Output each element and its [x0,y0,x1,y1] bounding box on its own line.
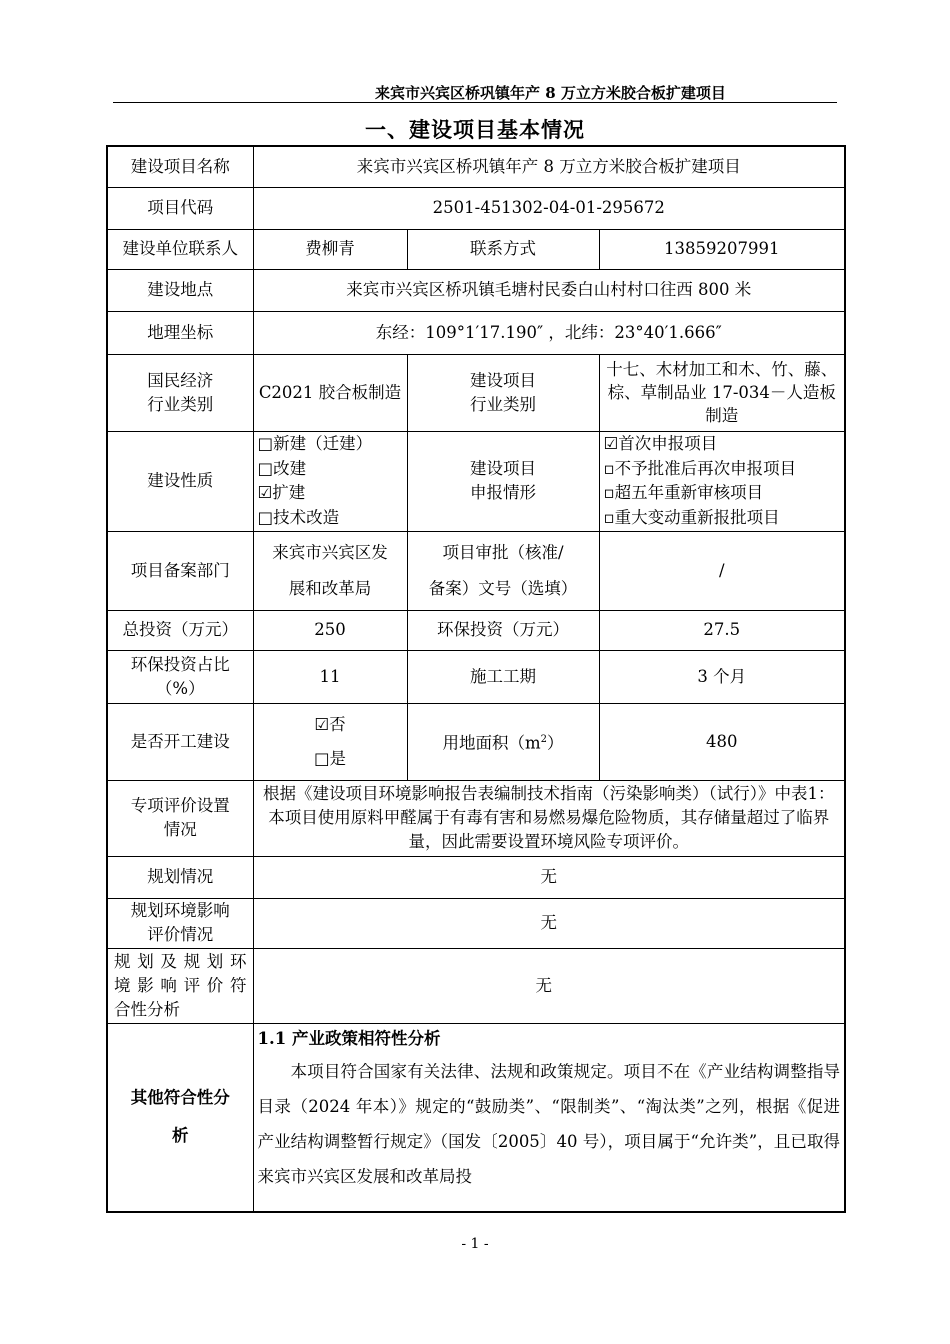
row-nature [107,431,845,531]
label-location: 建设地点 [107,269,253,311]
value-project-code: 2501-451302-04-01-295672 [253,187,845,229]
checkbox-started[interactable]: □是 [313,748,347,768]
checkbox-tech-upgrade[interactable]: □技术改造 [257,507,340,527]
value-construction-period: 3 个月 [599,650,845,703]
row-investment [107,610,845,650]
label-plan: 规划情况 [107,856,253,898]
label-other-conformity: 其他符合性分 析 [107,1023,253,1212]
value-national-industry: C2021 胶合板制造 [253,354,407,431]
value-project-industry: 十七、木材加工和木、竹、藤、棕、草制品业 17-034－人造板制造 [599,354,845,431]
row-filing [107,531,845,610]
running-header-text: 来宾市兴宾区桥巩镇年产 8 万立方米胶合板扩建项目 [375,84,726,102]
label-construction-period: 施工工期 [407,650,599,703]
checkbox-first-application[interactable]: ☑首次申报项目 [603,434,718,453]
value-total-investment: 250 [253,610,407,650]
row-other-conformity [107,1023,845,1212]
running-header [113,82,837,103]
value-contact: 费柳青 [253,229,407,269]
checkbox-new[interactable]: □新建（迁建） [257,434,373,453]
checkbox-not-started[interactable]: ☑否 [314,714,346,734]
value-phone: 13859207991 [599,229,845,269]
label-total-investment: 总投资（万元） [107,610,253,650]
label-plan-conformity: 规划及规划环 境影响评价符 合性分析 [107,948,253,1023]
value-env-ratio: 11 [253,650,407,703]
value-filing-dept: 来宾市兴宾区发 展和改革局 [253,531,407,610]
label-special-evaluation: 专项评价设置 情况 [107,780,253,856]
row-project-code [107,187,845,229]
label-project-name: 建设项目名称 [107,146,253,187]
row-plan-env [107,898,845,948]
label-coordinates: 地理坐标 [107,311,253,354]
policy-paragraph: 本项目符合国家有关法律、法规和政策规定。项目不在《产业结构调整指导目录（2024 年本）》规定的“鼓励类”、“限制类”、“淘汰类”之列，根据《促进产业结构调整暂行规定》（国发〔2005〕40 号），项目属于“允许类”，且已取得来宾市兴宾区发展和改革局投 [257,1061,841,1186]
row-started [107,703,845,780]
label-plan-env: 规划环境影响 评价情况 [107,898,253,948]
row-contact [107,229,845,269]
value-env-investment: 27.5 [599,610,845,650]
row-industry [107,354,845,431]
label-filing-dept: 项目备案部门 [107,531,253,610]
value-special-evaluation: 根据《建设项目环境影响报告表编制技术指南（污染影响类）（试行）》中表1：本项目使用原料甲醛属于有毒有害和易燃易爆危险物质，其存储量超过了临界量，因此需要设置环境风险专项评价。 [253,780,845,856]
label-env-ratio: 环保投资占比 （%） [107,650,253,703]
application-type-options [599,431,845,531]
subsection-heading: 1.1 产业政策相符性分析 [257,1028,441,1048]
checkbox-five-year-review[interactable]: ▫超五年重新审核项目 [603,483,764,502]
label-construction-nature: 建设性质 [107,431,253,531]
value-plan: 无 [253,856,845,898]
checkbox-expand[interactable]: ☑扩建 [257,483,306,502]
label-started: 是否开工建设 [107,703,253,780]
label-approval-number: 项目审批（核准/ 备案）文号（选填） [407,531,599,610]
page-number: - 1 - [461,1236,489,1252]
value-project-name: 来宾市兴宾区桥巩镇年产 8 万立方米胶合板扩建项目 [253,146,845,187]
row-coordinates [107,311,845,354]
value-land-area: 480 [599,703,845,780]
value-plan-conformity: 无 [253,948,845,1023]
row-location [107,269,845,311]
checkbox-rebuild[interactable]: □改建 [257,458,307,478]
label-land-area: 用地面积$(m^2)$ [407,703,599,780]
label-env-investment: 环保投资（万元） [407,610,599,650]
checkbox-major-change[interactable]: ▫重大变动重新报批项目 [603,507,780,527]
label-phone: 联系方式 [407,229,599,269]
label-contact: 建设单位联系人 [107,229,253,269]
value-approval-number: / [599,531,845,610]
label-national-industry: 国民经济 行业类别 [107,354,253,431]
started-options [253,703,407,780]
row-project-name [107,146,845,187]
row-special-evaluation [107,780,845,856]
construction-nature-options [253,431,407,531]
value-coordinates: 东经：109°1′17.190″ ，北纬：23°40′1.666″ [253,311,845,354]
value-other-conformity [253,1023,845,1212]
label-application-type: 建设项目 申报情形 [407,431,599,531]
row-ratio [107,650,845,703]
row-plan [107,856,845,898]
value-location: 来宾市兴宾区桥巩镇毛塘村民委白山村村口往西 800 米 [253,269,845,311]
value-plan-env: 无 [253,898,845,948]
label-project-code: 项目代码 [107,187,253,229]
checkbox-reapply[interactable]: ▫不予批准后再次申报项目 [603,458,797,478]
row-plan-conformity [107,948,845,1023]
basic-info-table [106,145,846,1213]
label-project-industry: 建设项目 行业类别 [407,354,599,431]
section-title: 一、建设项目基本情况 [365,117,585,142]
